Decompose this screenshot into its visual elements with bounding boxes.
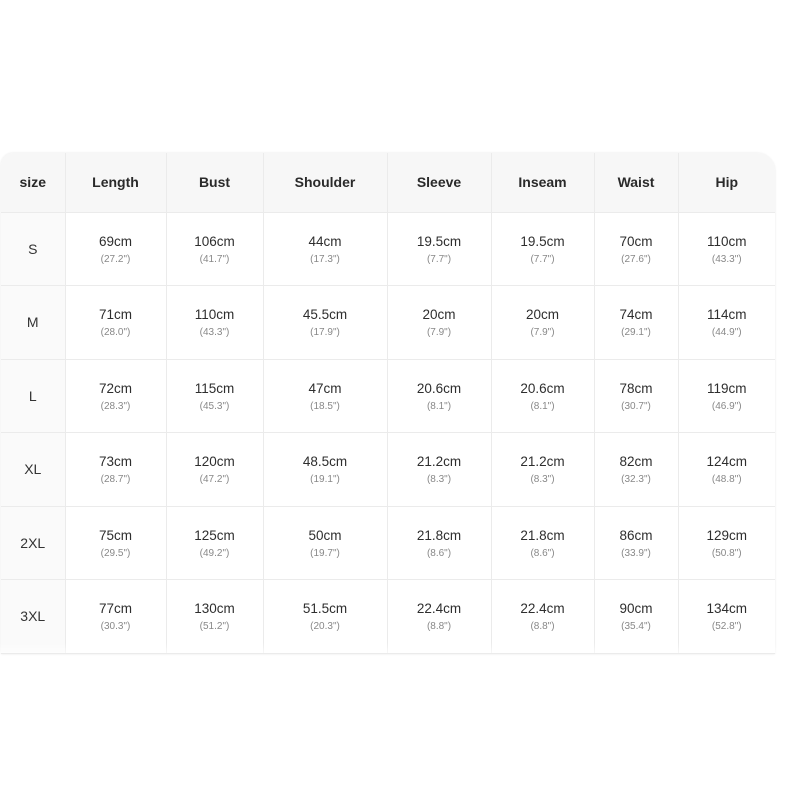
sleeve-cell	[387, 433, 491, 507]
waist-cm-value: 86cm	[619, 527, 653, 543]
sleeve-inch-value: (8.8")	[426, 621, 452, 633]
length-cm-value: 73cm	[98, 454, 132, 470]
table-row	[1, 433, 775, 507]
waist-inch-value: (32.3")	[621, 474, 651, 486]
hip-cm-value: 114cm	[706, 307, 747, 323]
column-header-sleeve: Sleeve	[387, 153, 491, 212]
inseam-inch-value: (8.6")	[530, 547, 555, 559]
waist-cm-value: 74cm	[619, 307, 653, 323]
length-cm-value: 71cm	[98, 307, 132, 323]
sleeve-cell	[387, 286, 491, 360]
length-inch-value: (30.3")	[100, 621, 131, 633]
waist-cell	[594, 212, 678, 286]
bust-inch-value: (51.2")	[199, 621, 230, 633]
shoulder-inch-value: (17.9")	[310, 327, 340, 339]
waist-inch-value: (27.6")	[621, 253, 651, 265]
inseam-cell	[491, 506, 594, 580]
hip-cm-value: 124cm	[706, 454, 748, 470]
table-body	[1, 212, 775, 653]
inseam-inch-value: (8.8")	[530, 621, 555, 633]
hip-cell	[678, 286, 775, 360]
shoulder-cm-value: 48.5cm	[302, 454, 348, 470]
bust-inch-value: (41.7")	[199, 253, 230, 265]
bust-cm-value: 115cm	[194, 380, 235, 396]
sleeve-cm-value: 19.5cm	[416, 233, 462, 249]
length-inch-value: (28.3")	[100, 400, 131, 412]
hip-cell	[678, 359, 775, 433]
bust-cell	[166, 580, 263, 654]
sleeve-cm-value: 21.2cm	[416, 454, 462, 470]
length-cm-value: 72cm	[98, 380, 132, 396]
column-header-waist: Waist	[594, 153, 678, 212]
waist-cm-value: 78cm	[619, 380, 653, 396]
hip-inch-value: (44.9")	[711, 327, 742, 339]
hip-cm-value: 110cm	[706, 233, 747, 249]
header-row	[1, 153, 775, 212]
waist-inch-value: (35.4")	[621, 621, 651, 633]
waist-inch-value: (29.1")	[621, 327, 651, 339]
shoulder-cm-value: 45.5cm	[302, 307, 348, 323]
bust-inch-value: (45.3")	[199, 400, 230, 412]
inseam-cell	[491, 433, 594, 507]
shoulder-cell	[263, 212, 387, 286]
shoulder-cell	[263, 359, 387, 433]
bust-cell	[166, 359, 263, 433]
length-cell	[65, 506, 166, 580]
waist-cell	[594, 286, 678, 360]
inseam-cm-value: 21.2cm	[520, 454, 565, 470]
inseam-cell	[491, 212, 594, 286]
size-label-cell: M	[1, 286, 65, 360]
waist-inch-value: (33.9")	[621, 547, 651, 559]
inseam-cm-value: 20cm	[525, 307, 559, 323]
shoulder-inch-value: (20.3")	[310, 621, 340, 633]
sleeve-cm-value: 21.8cm	[416, 527, 462, 543]
hip-inch-value: (50.8")	[711, 547, 742, 559]
hip-inch-value: (43.3")	[711, 253, 742, 265]
size-label-cell: 2XL	[1, 506, 65, 580]
length-cm-value: 69cm	[98, 233, 132, 249]
length-cell	[65, 286, 166, 360]
length-inch-value: (29.5")	[100, 547, 131, 559]
length-cell	[65, 433, 166, 507]
shoulder-cell	[263, 433, 387, 507]
length-cell	[65, 212, 166, 286]
size-label-cell: L	[1, 359, 65, 433]
inseam-cm-value: 20.6cm	[520, 380, 565, 396]
length-inch-value: (27.2")	[100, 253, 131, 265]
shoulder-cm-value: 44cm	[308, 233, 342, 249]
waist-cm-value: 70cm	[619, 233, 653, 249]
length-cm-value: 75cm	[98, 527, 132, 543]
inseam-cell	[491, 359, 594, 433]
size-chart-table-container	[1, 153, 775, 654]
sleeve-inch-value: (8.1")	[426, 400, 452, 412]
sleeve-inch-value: (7.9")	[426, 327, 452, 339]
size-label-cell: XL	[1, 433, 65, 507]
sleeve-cm-value: 20cm	[422, 307, 456, 323]
shoulder-inch-value: (19.1")	[310, 474, 340, 486]
bust-cm-value: 130cm	[194, 601, 235, 617]
table-row	[1, 359, 775, 433]
length-cell	[65, 580, 166, 654]
sleeve-cm-value: 22.4cm	[416, 601, 462, 617]
hip-inch-value: (52.8")	[711, 621, 742, 633]
hip-inch-value: (48.8")	[711, 474, 742, 486]
bust-cell	[166, 212, 263, 286]
bust-inch-value: (47.2")	[199, 474, 230, 486]
table-header	[1, 153, 775, 212]
bust-cell	[166, 506, 263, 580]
table-row	[1, 580, 775, 654]
hip-cm-value: 119cm	[706, 380, 747, 396]
inseam-inch-value: (7.7")	[530, 253, 555, 265]
inseam-cm-value: 19.5cm	[520, 233, 565, 249]
bust-inch-value: (49.2")	[199, 547, 230, 559]
hip-inch-value: (46.9")	[711, 400, 742, 412]
shoulder-cm-value: 47cm	[308, 380, 342, 396]
shoulder-inch-value: (19.7")	[310, 547, 340, 559]
shoulder-cm-value: 51.5cm	[302, 601, 348, 617]
hip-cm-value: 134cm	[706, 601, 748, 617]
bust-cm-value: 106cm	[194, 233, 235, 249]
size-label-cell: S	[1, 212, 65, 286]
shoulder-inch-value: (18.5")	[310, 400, 340, 412]
sleeve-cell	[387, 580, 491, 654]
sleeve-cell	[387, 359, 491, 433]
length-inch-value: (28.0")	[100, 327, 131, 339]
sleeve-cell	[387, 506, 491, 580]
waist-cell	[594, 580, 678, 654]
bust-cm-value: 125cm	[194, 527, 235, 543]
sleeve-cell	[387, 212, 491, 286]
length-cm-value: 77cm	[98, 601, 132, 617]
length-cell	[65, 359, 166, 433]
table-row	[1, 506, 775, 580]
inseam-cm-value: 21.8cm	[520, 527, 565, 543]
shoulder-inch-value: (17.3")	[310, 253, 340, 265]
size-chart-table	[1, 153, 775, 654]
inseam-inch-value: (7.9")	[530, 327, 555, 339]
inseam-cell	[491, 580, 594, 654]
hip-cell	[678, 580, 775, 654]
sleeve-cm-value: 20.6cm	[416, 380, 462, 396]
bust-cell	[166, 433, 263, 507]
waist-cell	[594, 359, 678, 433]
column-header-shoulder: Shoulder	[263, 153, 387, 212]
column-header-length: Length	[65, 153, 166, 212]
sleeve-inch-value: (7.7")	[426, 253, 452, 265]
bust-cm-value: 120cm	[194, 454, 235, 470]
table-row	[1, 212, 775, 286]
shoulder-cm-value: 50cm	[308, 527, 342, 543]
shoulder-cell	[263, 506, 387, 580]
inseam-inch-value: (8.1")	[530, 400, 555, 412]
inseam-cell	[491, 286, 594, 360]
column-header-inseam: Inseam	[491, 153, 594, 212]
size-label-cell: 3XL	[1, 580, 65, 654]
hip-cell	[678, 212, 775, 286]
sleeve-inch-value: (8.3")	[426, 474, 452, 486]
waist-cm-value: 90cm	[619, 601, 653, 617]
waist-cell	[594, 433, 678, 507]
bust-cm-value: 110cm	[194, 307, 235, 323]
sleeve-inch-value: (8.6")	[426, 547, 452, 559]
hip-cell	[678, 433, 775, 507]
length-inch-value: (28.7")	[100, 474, 131, 486]
hip-cell	[678, 506, 775, 580]
hip-cm-value: 129cm	[706, 527, 748, 543]
waist-inch-value: (30.7")	[621, 400, 651, 412]
waist-cell	[594, 506, 678, 580]
inseam-inch-value: (8.3")	[530, 474, 555, 486]
bust-inch-value: (43.3")	[199, 327, 230, 339]
bust-cell	[166, 286, 263, 360]
shoulder-cell	[263, 580, 387, 654]
table-row	[1, 286, 775, 360]
column-header-bust: Bust	[166, 153, 263, 212]
shoulder-cell	[263, 286, 387, 360]
column-header-hip: Hip	[678, 153, 775, 212]
waist-cm-value: 82cm	[619, 454, 653, 470]
column-header-size: size	[1, 153, 65, 212]
inseam-cm-value: 22.4cm	[520, 601, 565, 617]
